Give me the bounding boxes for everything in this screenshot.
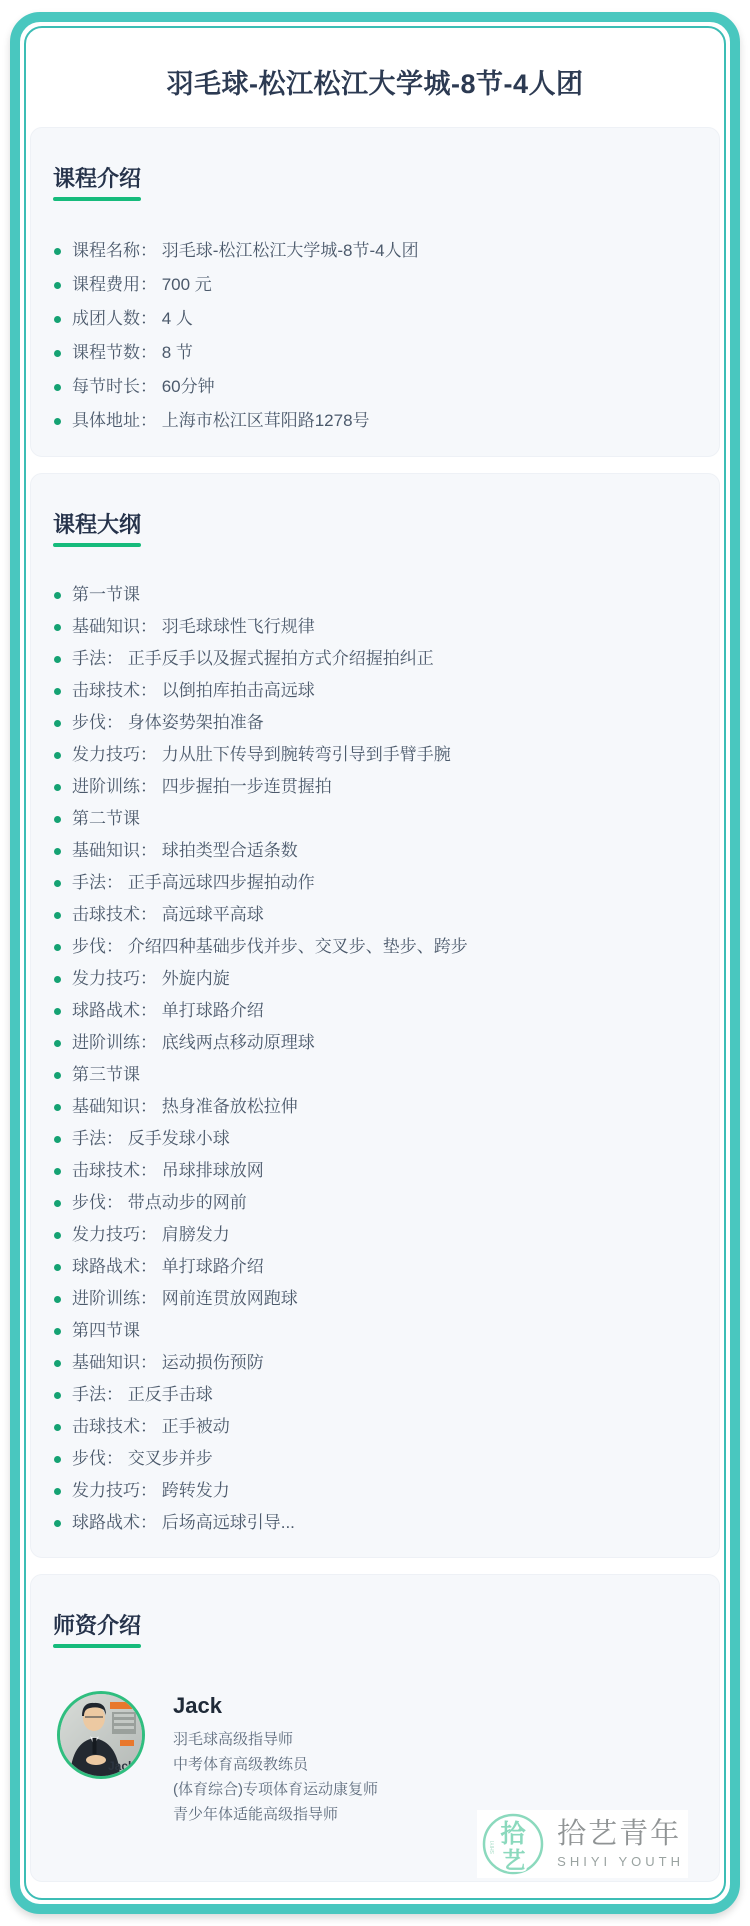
avatar-watermark: Jack bbox=[108, 1758, 135, 1773]
list-item-text: 步伐： 带点动步的网前 bbox=[72, 1193, 247, 1212]
bullet-dot-icon bbox=[54, 816, 61, 823]
list-item bbox=[53, 1507, 697, 1539]
bullet-dot-icon bbox=[54, 1456, 61, 1463]
bullet-dot-icon bbox=[54, 784, 61, 791]
list-item bbox=[53, 675, 697, 707]
list-item-text: 发力技巧： 肩膀发力 bbox=[72, 1225, 230, 1244]
list-item-text: 发力技巧： 跨转发力 bbox=[72, 1481, 230, 1500]
list-item bbox=[53, 1475, 697, 1507]
bullet-dot-icon bbox=[54, 1104, 61, 1111]
list-item bbox=[53, 963, 697, 995]
bullet-dot-icon bbox=[54, 1168, 61, 1175]
list-item bbox=[53, 336, 697, 370]
bullet-dot-icon bbox=[54, 848, 61, 855]
list-item-text: 第二节课 bbox=[72, 809, 140, 828]
list-item bbox=[53, 1059, 697, 1091]
brand-logo-icon bbox=[481, 1812, 545, 1876]
bullet-dot-icon bbox=[54, 1520, 61, 1527]
list-item-text: 进阶训练： 底线两点移动原理球 bbox=[72, 1033, 315, 1052]
credential-line: 青少年体适能高级指导师 bbox=[173, 1805, 339, 1823]
bullet-dot-icon bbox=[54, 1232, 61, 1239]
list-item bbox=[53, 1091, 697, 1123]
bullet-dot-icon bbox=[54, 418, 61, 425]
brand-name-cn: 拾艺青年 bbox=[557, 1818, 682, 1850]
list-item bbox=[53, 643, 697, 675]
list-item bbox=[53, 1123, 697, 1155]
intro-list bbox=[53, 234, 697, 438]
page-inner-frame bbox=[24, 26, 726, 1900]
bullet-dot-icon bbox=[54, 720, 61, 727]
list-item bbox=[53, 302, 697, 336]
coach-info bbox=[173, 1691, 378, 1827]
list-item-text: 击球技术： 正手被动 bbox=[72, 1417, 230, 1436]
coach-avatar bbox=[57, 1691, 145, 1779]
list-item bbox=[53, 1347, 697, 1379]
bullet-dot-icon bbox=[54, 944, 61, 951]
outline-heading: 课程大纲 bbox=[53, 512, 141, 547]
bullet-dot-icon bbox=[54, 248, 61, 255]
course-intro-card bbox=[30, 127, 720, 457]
list-item bbox=[53, 803, 697, 835]
bullet-dot-icon bbox=[54, 1072, 61, 1079]
list-item-text: 球路战术： 后场高远球引导... bbox=[72, 1513, 295, 1532]
list-item-text: 基础知识： 球拍类型合适条数 bbox=[72, 841, 298, 860]
bullet-dot-icon bbox=[54, 1136, 61, 1143]
bullet-dot-icon bbox=[54, 976, 61, 983]
bullet-dot-icon bbox=[54, 1008, 61, 1015]
list-item bbox=[53, 611, 697, 643]
list-item-text: 进阶训练： 四步握拍一步连贯握拍 bbox=[72, 777, 332, 796]
list-item-text: 发力技巧： 外旋内旋 bbox=[72, 969, 230, 988]
list-item-text: 击球技术： 以倒拍库拍击高远球 bbox=[72, 681, 315, 700]
list-item-text: 基础知识： 热身准备放松拉伸 bbox=[72, 1097, 298, 1116]
bullet-dot-icon bbox=[54, 592, 61, 599]
coach-avatar-photo bbox=[60, 1694, 142, 1776]
list-item-text: 手法： 正反手击球 bbox=[72, 1385, 213, 1404]
credential-line: 羽毛球高级指导师 bbox=[173, 1730, 294, 1748]
bullet-dot-icon bbox=[54, 1424, 61, 1431]
list-item bbox=[53, 370, 697, 404]
list-item-text: 基础知识： 羽毛球球性飞行规律 bbox=[72, 617, 315, 636]
list-item bbox=[53, 1251, 697, 1283]
bullet-dot-icon bbox=[54, 1360, 61, 1367]
avatar-orange-banner bbox=[110, 1702, 132, 1709]
brand-logo-char-top: 拾 bbox=[500, 1819, 526, 1848]
bullet-dot-icon bbox=[54, 282, 61, 289]
list-item bbox=[53, 835, 697, 867]
page-title: 羽毛球-松江松江大学城-8节-4人团 bbox=[166, 69, 584, 99]
bullet-dot-icon bbox=[54, 912, 61, 919]
outline-list bbox=[53, 579, 697, 1539]
list-item-text: 第四节课 bbox=[72, 1321, 140, 1340]
bullet-dot-icon bbox=[54, 1488, 61, 1495]
list-item-text: 发力技巧： 力从肚下传导到腕转弯引导到手臂手腕 bbox=[72, 745, 451, 764]
bullet-dot-icon bbox=[54, 1296, 61, 1303]
list-item-text: 具体地址： 上海市松江区茸阳路1278号 bbox=[72, 410, 370, 430]
list-item-text: 球路战术： 单打球路介绍 bbox=[72, 1257, 264, 1276]
list-item bbox=[53, 579, 697, 611]
list-item-text: 步伐： 介绍四种基础步伐并步、交叉步、垫步、跨步 bbox=[72, 937, 468, 956]
list-item bbox=[53, 867, 697, 899]
list-item bbox=[53, 1411, 697, 1443]
list-item-text: 课程节数： 8 节 bbox=[72, 342, 193, 362]
bullet-dot-icon bbox=[54, 688, 61, 695]
list-item bbox=[53, 931, 697, 963]
list-item-text: 课程名称： 羽毛球-松江松江大学城-8节-4人团 bbox=[72, 240, 419, 260]
coach-row bbox=[53, 1691, 697, 1827]
intro-heading: 课程介绍 bbox=[53, 166, 141, 201]
brand-name-en: SHIYI YOUTH bbox=[557, 1854, 684, 1869]
list-item bbox=[53, 1443, 697, 1475]
bullet-dot-icon bbox=[54, 384, 61, 391]
list-item bbox=[53, 995, 697, 1027]
list-item bbox=[53, 1187, 697, 1219]
list-item-text: 步伐： 交叉步并步 bbox=[72, 1449, 213, 1468]
list-item bbox=[53, 404, 697, 438]
list-item-text: 手法： 正手反手以及握式握拍方式介绍握拍纠正 bbox=[72, 649, 434, 668]
bullet-dot-icon bbox=[54, 1264, 61, 1271]
list-item-text: 第一节课 bbox=[72, 585, 140, 604]
list-item-text: 击球技术： 吊球排球放网 bbox=[72, 1161, 264, 1180]
list-item-text: 手法： 反手发球小球 bbox=[72, 1129, 230, 1148]
list-item-text: 进阶训练： 网前连贯放网跑球 bbox=[72, 1289, 298, 1308]
list-item bbox=[53, 1219, 697, 1251]
bullet-dot-icon bbox=[54, 316, 61, 323]
bullet-dot-icon bbox=[54, 350, 61, 357]
bullet-dot-icon bbox=[54, 1392, 61, 1399]
brand-logo bbox=[477, 1810, 688, 1878]
credential-line: (体育综合)专项体育运动康复师 bbox=[173, 1780, 378, 1798]
list-item-text: 基础知识： 运动损伤预防 bbox=[72, 1353, 264, 1372]
list-item bbox=[53, 1027, 697, 1059]
list-item-text: 击球技术： 高远球平高球 bbox=[72, 905, 264, 924]
list-item bbox=[53, 234, 697, 268]
list-item-text: 成团人数： 4 人 bbox=[72, 308, 193, 328]
list-item-text: 球路战术： 单打球路介绍 bbox=[72, 1001, 264, 1020]
bullet-dot-icon bbox=[54, 752, 61, 759]
page-frame bbox=[10, 12, 740, 1914]
brand-logo-char-bottom: 艺 bbox=[502, 1846, 526, 1873]
bullet-dot-icon bbox=[54, 1040, 61, 1047]
list-item bbox=[53, 1155, 697, 1187]
brand-logo-micro-text: SHIYI bbox=[490, 1840, 497, 1854]
list-item bbox=[53, 268, 697, 302]
bullet-dot-icon bbox=[54, 624, 61, 631]
list-item bbox=[53, 1379, 697, 1411]
coach-heading: 师资介绍 bbox=[53, 1613, 141, 1648]
avatar-orange-tag bbox=[120, 1740, 134, 1746]
course-outline-card bbox=[30, 473, 720, 1559]
list-item bbox=[53, 771, 697, 803]
list-item bbox=[53, 707, 697, 739]
bullet-dot-icon bbox=[54, 656, 61, 663]
list-item-text: 每节时长： 60分钟 bbox=[72, 376, 215, 396]
list-item bbox=[53, 739, 697, 771]
bullet-dot-icon bbox=[54, 880, 61, 887]
list-item bbox=[53, 1315, 697, 1347]
list-item-text: 课程费用： 700 元 bbox=[72, 274, 212, 294]
brand-text bbox=[557, 1818, 684, 1869]
list-item-text: 第三节课 bbox=[72, 1065, 140, 1084]
list-item-text: 步伐： 身体姿势架拍准备 bbox=[72, 713, 264, 732]
coach-name: Jack bbox=[173, 1692, 222, 1718]
list-item bbox=[53, 899, 697, 931]
bullet-dot-icon bbox=[54, 1328, 61, 1335]
list-item bbox=[53, 1283, 697, 1315]
list-item-text: 手法： 正手高远球四步握拍动作 bbox=[72, 873, 315, 892]
credential-line: 中考体育高级教练员 bbox=[173, 1755, 309, 1773]
bullet-dot-icon bbox=[54, 1200, 61, 1207]
